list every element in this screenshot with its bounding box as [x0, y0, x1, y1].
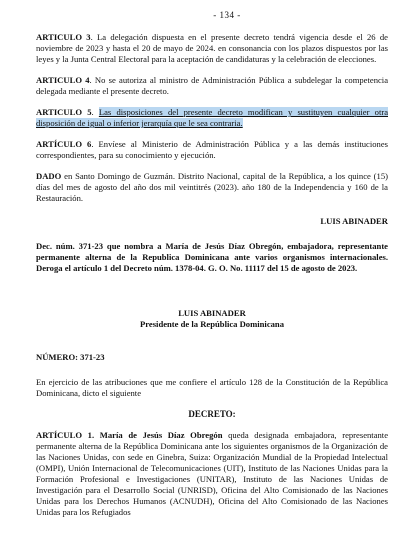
article-label: ARTICULO 3 — [36, 32, 91, 42]
article-1 — [36, 430, 388, 518]
signature: LUIS ABINADER — [320, 216, 388, 226]
article-label: ARTICULO 4 — [36, 75, 90, 85]
preamble: En ejercicio de las atribuciones que me confiere el artículo 128 de la Constitución de la República Dominicana, dicto el siguiente — [36, 377, 388, 398]
dado-paragraph — [36, 171, 388, 204]
article-text: No se autoriza al ministro de Administración Pública a subdelegar la competencia delegada mediante el presente decreto. — [36, 75, 389, 96]
article-6 — [36, 139, 388, 161]
article-separator: . — [91, 139, 99, 149]
article-label: ARTÍCULO 1. — [36, 430, 95, 440]
decreto-heading: DECRETO: — [188, 409, 236, 419]
president-name: LUIS ABINADER — [178, 308, 246, 318]
decree-number: NÚMERO: 371-23 — [36, 352, 105, 362]
article-separator: . — [89, 75, 95, 85]
article-label: ARTICULO 5 — [36, 107, 92, 117]
article-3 — [36, 32, 388, 65]
appointee-name: María de Jesús Díaz Obregón — [94, 430, 223, 440]
president-block — [36, 308, 388, 330]
article-4 — [36, 75, 388, 97]
article-separator: . — [91, 107, 99, 117]
highlighted-text-selection[interactable]: Las disposiciones del presente decreto modifican y sustituyen cualquier otra disposición de igual o inferior jerarquía que le sea contraria. — [36, 107, 389, 128]
decree-summary: Dec. núm. 371-23 que nombra a María de Jesús Díaz Obregón, embajadora, representante permanente alterna de la Republica Dominicana ante varios organismos internacionales. Deroga el artículo 1 del Decreto núm. 1378-04. G. O. No. 11117 del 15 de agosto de 2023. — [36, 241, 388, 273]
article-text: queda designada embajadora, representante permanente alterna de la República Dominicana ante los siguientes organismos de la Organización de las Naciones Unidas, con sede en Ginebra, Suiza: Organización Mundial de la Propiedad Intelectual (OMPI), Unión Internacional de Telecomunicaciones (UIT), Instituto de las Naciones Unidas para la Formación Profesional e Investigaciones (UNITAR), Instituto de las Naciones Unidas de Investigación para el Desarrollo Social (UNRISD), Oficina del Alto Comisionado de las Naciones Unidas para los Derechos Humanos (ACNUDH), Oficina del Alto Comisionado de las Naciones Unidas para los Refugiados — [36, 430, 389, 517]
article-label: ARTÍCULO 6 — [36, 139, 92, 149]
dado-label: DADO — [36, 171, 62, 181]
article-separator: . — [90, 32, 98, 42]
president-title: Presidente de la República Dominicana — [139, 319, 285, 329]
page-number: - 134 - — [213, 10, 241, 20]
article-text: Envíese al Ministerio de Administración Pública y a las demás instituciones correspondientes, para su conocimiento y ejecución. — [36, 139, 388, 160]
dado-text: en Santo Domingo de Guzmán. Distrito Nacional, capital de la República, a los quince (15) días del mes de agosto del año dos mil veintitrés (2023). año 180 de la Independencia y 160 de la Restauración. — [36, 171, 388, 203]
article-5 — [36, 107, 388, 129]
article-text: La delegación dispuesta en el presente decreto tendrá vigencia desde el 26 de noviembre de 2023 y hasta el 20 de mayo de 2024. en consonancia con los plazos dispuestos por las leyes y la Junta Central Electoral para la aceptación de candidaturas y la celebración de elecciones. — [36, 32, 388, 64]
